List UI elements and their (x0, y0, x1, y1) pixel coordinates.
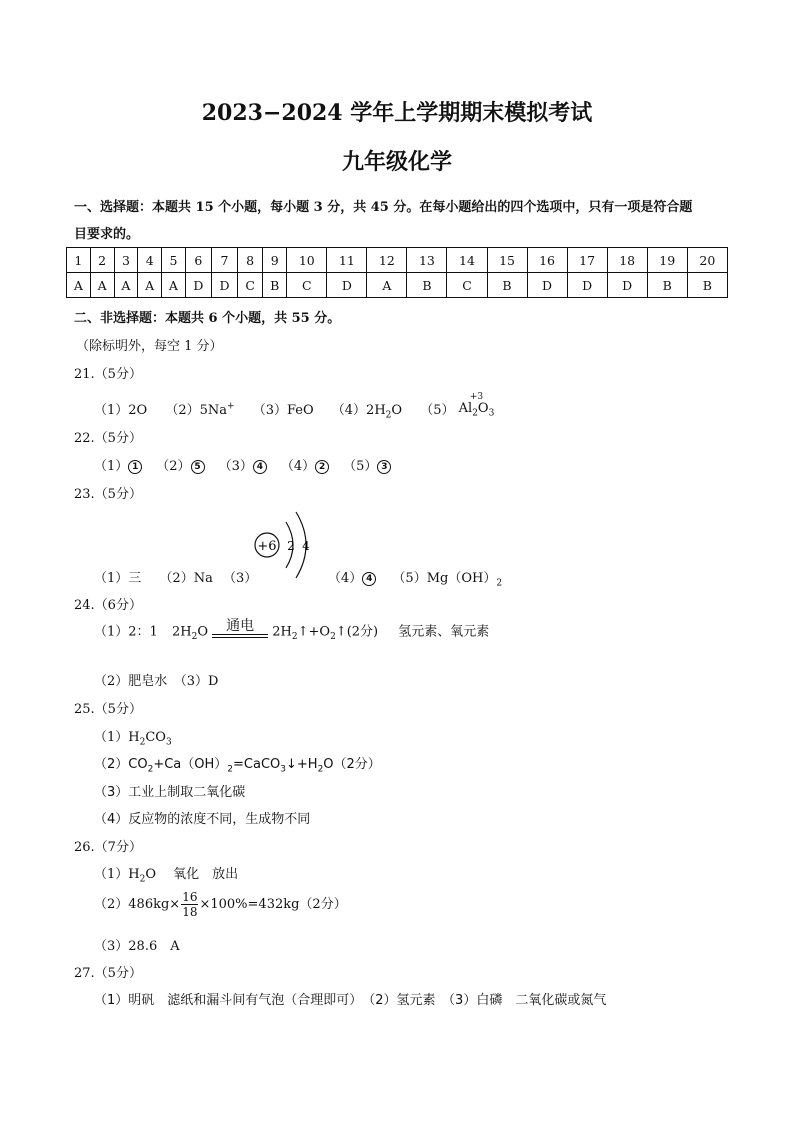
answer-cell: B (687, 273, 727, 298)
question-number-cell: 19 (647, 248, 687, 273)
q21-part5-label: （5） (420, 403, 455, 418)
q21-al: Al (458, 401, 473, 416)
section1-intro-line1: 一、选择题：本题共 15 个小题，每小题 3 分，共 45 分。在每小题给出的四个选项中，只有一项是符合题 (74, 200, 693, 215)
q25-l2-e: O（2分） (323, 757, 381, 772)
answer-cell: B (487, 273, 527, 298)
q23-part3: （3） (222, 571, 258, 586)
section2-title: 二、非选择题：本题共 6 个小题，共 55 分。 (74, 311, 341, 326)
question-number-cell: 10 (287, 248, 327, 273)
question-number-cell: 2 (90, 248, 114, 273)
q24-eq-left-sub: 2 (191, 632, 198, 642)
q24-elements: 氢元素、氧元素 (398, 624, 490, 640)
answer-table-number-row (67, 248, 728, 273)
q26-heading: 26.（7分） (74, 840, 142, 855)
condition-text: 通电 (226, 618, 255, 634)
q25-l1-a: （1）H (94, 730, 140, 745)
q25-l2-sub4: 2 (317, 764, 324, 775)
question-number-cell: 7 (211, 248, 237, 273)
fraction-numerator: 16 (182, 890, 198, 904)
fraction-denominator: 18 (182, 905, 198, 919)
answer-cell: A (90, 273, 114, 298)
q23-part4: （4） (328, 571, 363, 586)
q26-l2-b: ×100%=432kg（2分） (199, 897, 347, 912)
answer-cell: C (238, 273, 263, 298)
q23-answers-right (328, 567, 502, 589)
question-number-cell: 9 (263, 248, 287, 273)
shell2-electrons: 4 (302, 539, 310, 553)
q21-part3: （3）FeO (252, 403, 314, 418)
fraction (181, 890, 198, 919)
q25-l2-c: =CaCO (233, 757, 281, 772)
question-number-cell: 18 (607, 248, 647, 273)
answer-cell: C (287, 273, 327, 298)
circled-number: 2 (315, 460, 329, 474)
answer-cell: A (162, 273, 186, 298)
q22-item-label: （4） (280, 459, 316, 474)
q24-eq-left: 2H (171, 624, 192, 640)
q22-item-label: （2） (156, 459, 191, 474)
q24-eq-right: 2H (272, 624, 292, 640)
answer-cell: D (607, 273, 647, 298)
q21-heading: 21.（5分） (74, 367, 142, 382)
q25-l1-b: CO (145, 730, 166, 745)
question-number-cell: 6 (185, 248, 211, 273)
q24-heading: 24.（6分） (74, 598, 142, 613)
q22-item-label: （3） (218, 459, 253, 474)
q21-valence-formula (459, 392, 495, 421)
q21-part2: （2）5Na (165, 403, 228, 418)
q24-eq-left-b: O (197, 624, 208, 640)
q25-heading: 25.（5分） (74, 702, 142, 717)
q24-ratio: （1）2：1 (94, 624, 158, 640)
q26-l1-sub: 2 (139, 874, 146, 885)
q26-line2 (94, 890, 347, 919)
question-number-cell: 1 (67, 248, 91, 273)
q24-eq-right-c: ↑(2分) (335, 624, 379, 640)
reaction-condition (212, 618, 268, 642)
q21-o: O (477, 401, 489, 416)
answer-cell: D (185, 273, 211, 298)
q25-line4: （4）反应物的浓度不同，生成物不同 (94, 812, 311, 827)
q24-eq-right-b: ↑+O (297, 624, 331, 640)
q25-l2-sub3: 3 (280, 764, 286, 775)
question-number-cell: 15 (487, 248, 527, 273)
section2-note: （除标明外，每空 1 分） (76, 339, 223, 354)
q24-line1 (94, 618, 489, 642)
q25-line2 (94, 753, 381, 775)
q26-l2-a: （2）486kg× (94, 897, 181, 912)
q21-o-sub: 3 (488, 408, 495, 419)
atom-structure-diagram (252, 508, 322, 580)
question-number-cell: 4 (138, 248, 162, 273)
q25-l1-sub: 2 (139, 737, 146, 748)
q23-part2: （2）Na (159, 571, 213, 586)
question-number-cell: 8 (238, 248, 263, 273)
question-number-cell: 20 (687, 248, 727, 273)
question-number-cell: 3 (114, 248, 138, 273)
q25-l2-sub: 2 (147, 764, 154, 775)
nucleus-charge: +6 (257, 539, 277, 554)
q27-heading: 27.（5分） (74, 966, 142, 981)
question-number-cell: 17 (567, 248, 607, 273)
q27-line1: （1）明矾 滤纸和漏斗间有气泡（合理即可） （2）氢元素 （3）白磷 二氧化碳或氮气 (94, 993, 607, 1008)
answer-cell: B (647, 273, 687, 298)
q25-l2-d: ↓+H (286, 757, 318, 772)
answer-cell: B (407, 273, 447, 298)
q21-answers (94, 392, 494, 421)
q25-l2-a: （2）CO (94, 757, 148, 772)
answer-cell: B (263, 273, 287, 298)
q25-line1 (94, 726, 172, 748)
q25-l2-sub2: 2 (227, 764, 234, 775)
circled-number: 1 (128, 460, 142, 474)
q24-line2: （2）肥皂水 （3）D (94, 674, 219, 689)
answer-cell: A (114, 273, 138, 298)
shell1-electrons: 2 (287, 539, 295, 553)
section1-intro-line2: 目要求的。 (74, 227, 140, 242)
circled-number: 4 (362, 572, 376, 586)
q21-part2-charge: + (227, 401, 235, 412)
q22-item-label: （5） (343, 459, 378, 474)
exam-title: 2023−2024 学年上学期期末模拟考试 (201, 100, 593, 126)
q21-part4-sub: 2 (385, 410, 392, 421)
q22-answers (94, 455, 405, 474)
question-number-cell: 12 (367, 248, 407, 273)
q21-part4: （4）2H (331, 403, 386, 418)
question-number-cell: 16 (527, 248, 567, 273)
q26-l1-b: O 氧化 放出 (145, 867, 239, 882)
q22-item-label: （1） (94, 459, 129, 474)
q23-part1: （1）三 (94, 571, 142, 586)
answer-table-answer-row (67, 273, 728, 298)
question-number-cell: 14 (447, 248, 487, 273)
circled-number: 5 (191, 460, 205, 474)
q21-al-sub: 2 (472, 408, 478, 419)
q26-line3: （3）28.6 A (94, 939, 180, 954)
q24-eq-right-sub: 2 (291, 632, 298, 642)
answer-cell: A (138, 273, 162, 298)
circled-number: 4 (253, 460, 267, 474)
q21-part4-b: O (391, 403, 403, 418)
answer-cell: D (327, 273, 367, 298)
answer-cell: A (367, 273, 407, 298)
question-number-cell: 5 (162, 248, 186, 273)
answer-cell: D (567, 273, 607, 298)
answer-table (66, 247, 728, 298)
q26-l1-a: （1）H (94, 867, 140, 882)
question-number-cell: 11 (327, 248, 367, 273)
q23-part5: （5）Mg（OH） (392, 571, 497, 586)
answer-cell: A (67, 273, 91, 298)
circled-number: 3 (377, 460, 391, 474)
subject-title: 九年级化学 (341, 149, 452, 175)
q24-eq-right-sub2: 2 (330, 632, 336, 642)
q25-line3: （3）工业上制取二氧化碳 (94, 785, 246, 800)
question-number-cell: 13 (407, 248, 447, 273)
q25-l2-b: +Ca（OH） (153, 757, 228, 772)
q25-l1-sub2: 3 (165, 737, 172, 748)
equals-bar (212, 634, 268, 638)
q23-part5-sub: 2 (496, 578, 503, 589)
q23-answers (94, 567, 257, 586)
valence-mark: +3 (469, 392, 484, 402)
q26-line1 (94, 863, 238, 885)
answer-cell: D (211, 273, 237, 298)
answer-cell: C (447, 273, 487, 298)
q22-heading: 22.（5分） (74, 431, 142, 446)
q23-heading: 23.（5分） (74, 487, 142, 502)
answer-cell: D (527, 273, 567, 298)
q21-part1: （1）2O (94, 403, 148, 418)
